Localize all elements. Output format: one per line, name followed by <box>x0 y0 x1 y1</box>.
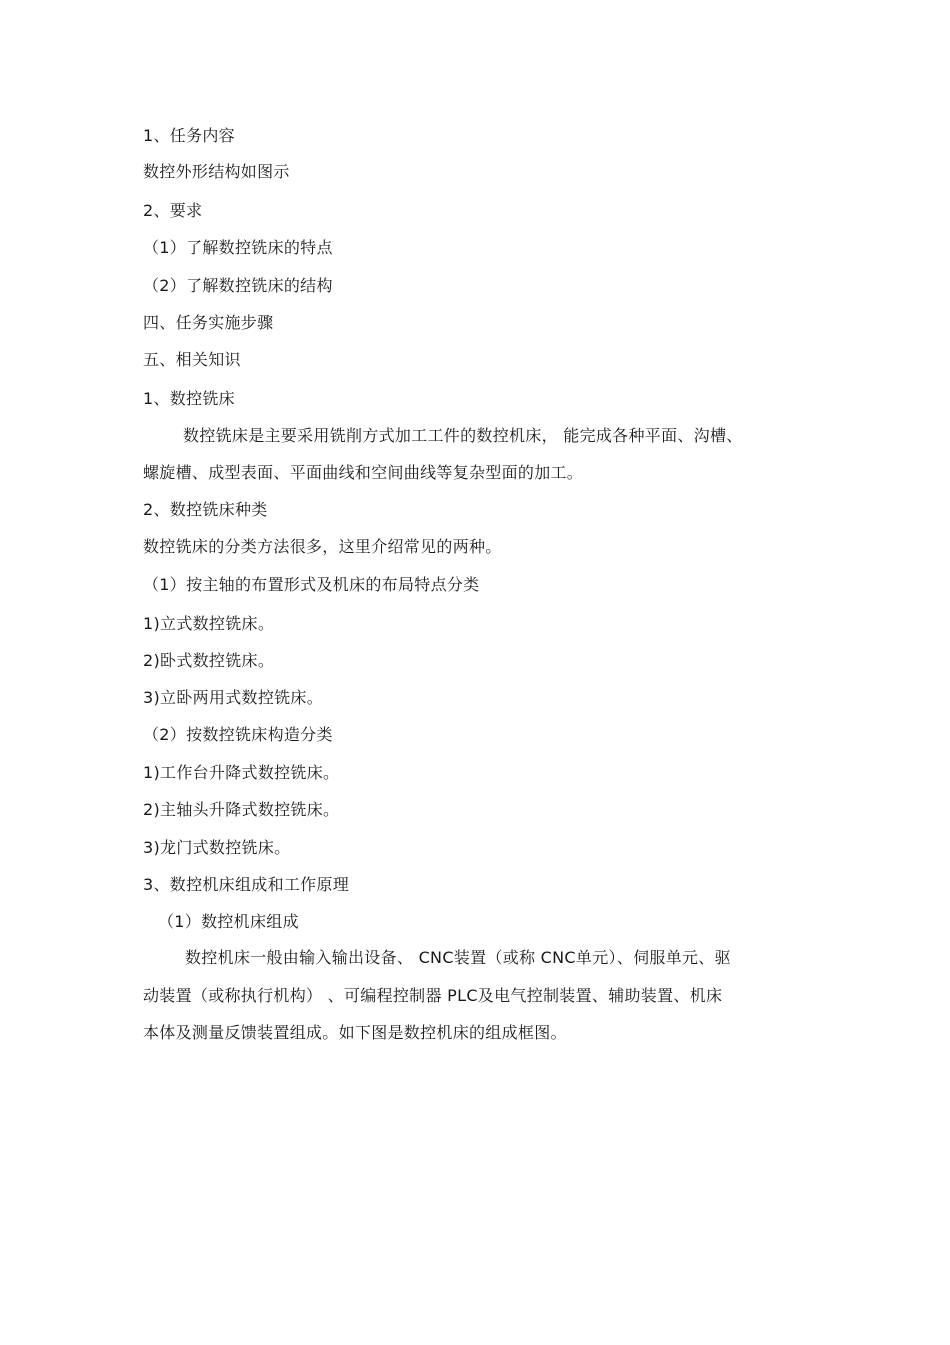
heading-related-knowledge: 五、相关知识 <box>143 350 241 369</box>
heading-composition-principle: 3、数控机床组成和工作原理 <box>143 875 350 894</box>
list-item: 1)工作台升降式数控铣床。 <box>143 763 340 782</box>
text-line: 数控外形结构如图示 <box>143 162 290 181</box>
paragraph-line: 动装置（或称执行机构） 、可编程控制器 PLC及电气控制装置、辅助装置、机床 <box>143 986 723 1005</box>
list-item: （1）按主轴的布置形式及机床的布局特点分类 <box>143 575 480 594</box>
list-item: （2）按数控铣床构造分类 <box>143 725 333 744</box>
list-item: 2)主轴头升降式数控铣床。 <box>143 800 340 819</box>
list-item: 1)立式数控铣床。 <box>143 614 275 633</box>
list-item: 3)龙门式数控铣床。 <box>143 838 291 857</box>
text-line: 数控铣床的分类方法很多，这里介绍常见的两种。 <box>143 537 502 556</box>
heading-implementation-steps: 四、任务实施步骤 <box>143 313 274 332</box>
list-item: 2)卧式数控铣床。 <box>143 651 275 670</box>
paragraph-line: 数控铣床是主要采用铣削方式加工工件的数控机床， 能完成各种平面、沟槽、 <box>183 426 743 445</box>
paragraph-line: 本体及测量反馈装置组成。如下图是数控机床的组成框图。 <box>143 1023 567 1042</box>
paragraph-line: 螺旋槽、成型表面、平面曲线和空间曲线等复杂型面的加工。 <box>143 463 584 482</box>
list-item: （2）了解数控铣床的结构 <box>143 276 333 295</box>
heading-task-content: 1、任务内容 <box>143 126 235 145</box>
heading-cnc-milling: 1、数控铣床 <box>143 389 235 408</box>
paragraph-line: 数控机床一般由输入输出设备、 CNC装置（或称 CNC单元）、伺服单元、驱 <box>185 948 731 967</box>
list-item: 3)立卧两用式数控铣床。 <box>143 688 324 707</box>
heading-requirements: 2、要求 <box>143 201 203 220</box>
list-item: （1）数控机床组成 <box>158 912 299 931</box>
list-item: （1）了解数控铣床的特点 <box>143 238 333 257</box>
heading-milling-types: 2、数控铣床种类 <box>143 500 268 519</box>
